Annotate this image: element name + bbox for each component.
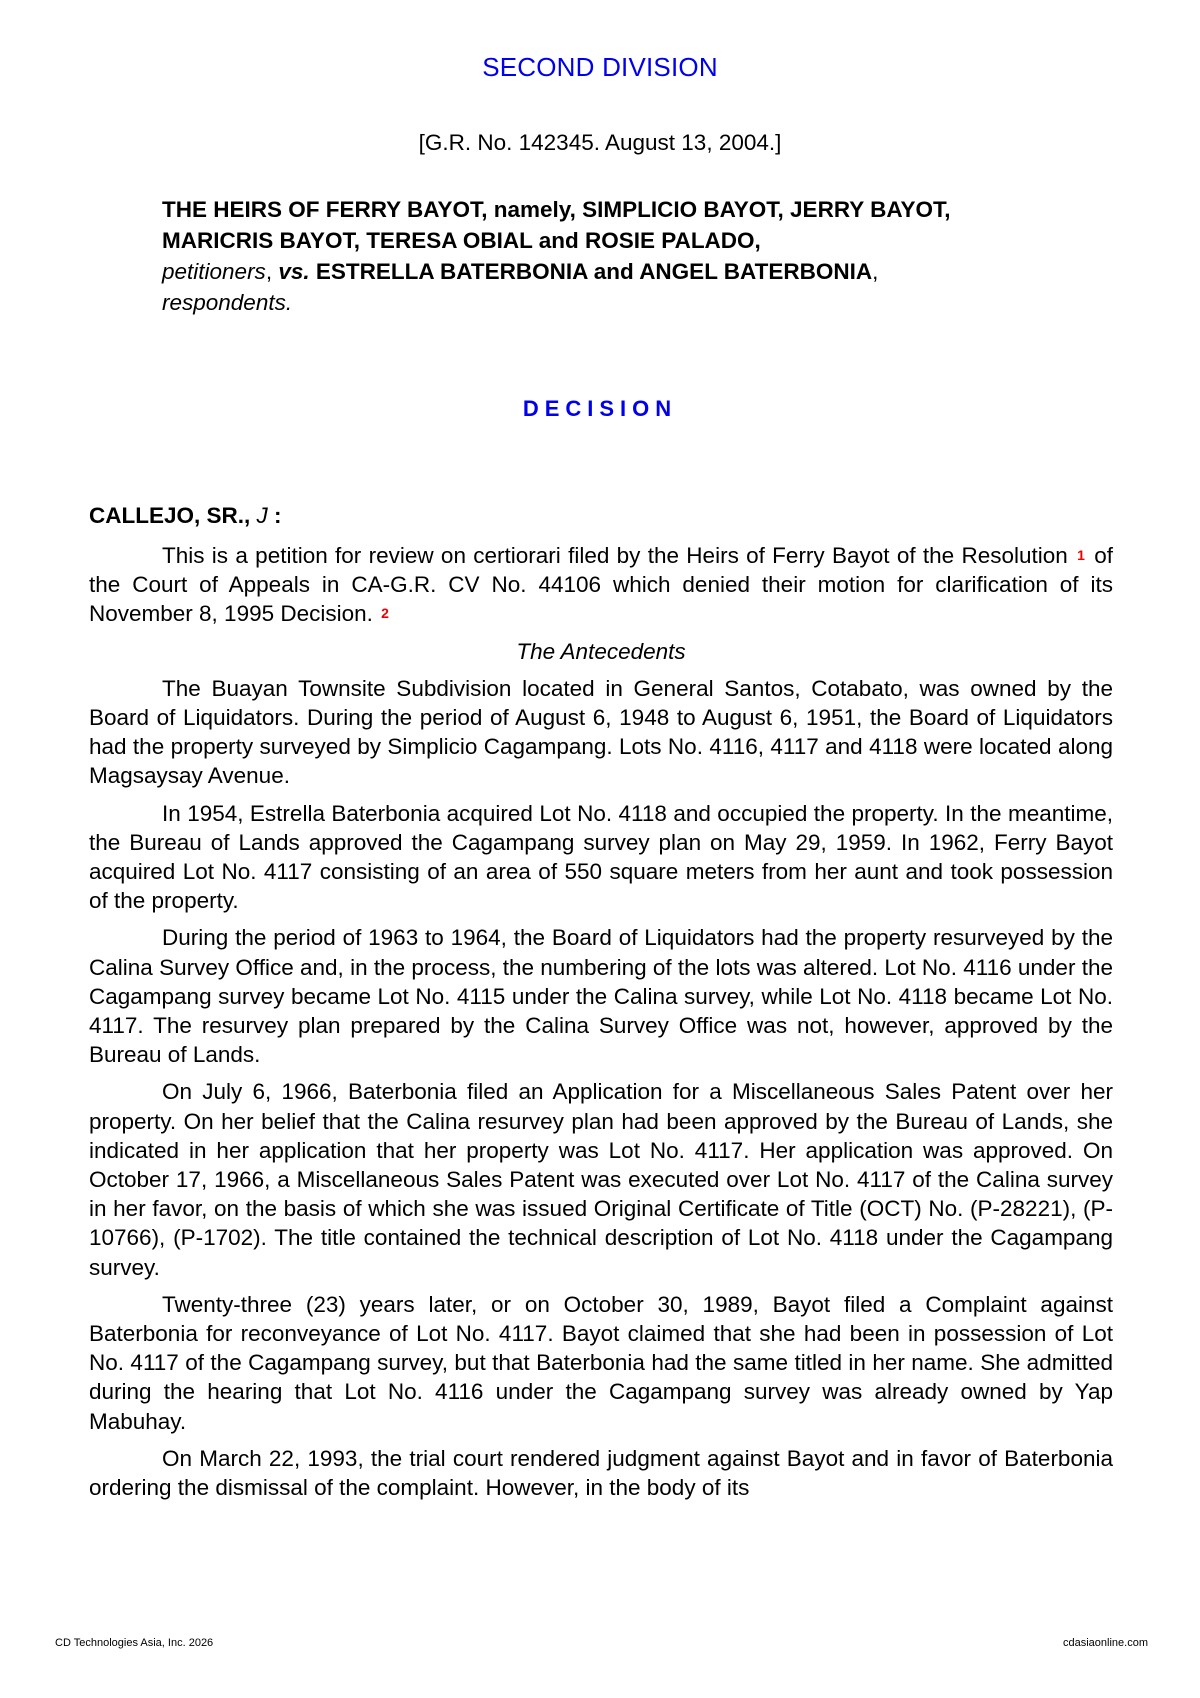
- case-parties: [162, 194, 1042, 318]
- ponente-colon: :: [267, 503, 282, 528]
- case-number: [G.R. No. 142345. August 13, 2004.]: [418, 130, 782, 155]
- ponente: [89, 503, 282, 529]
- ponente-name: CALLEJO, SR.,: [89, 503, 251, 528]
- footnote-link-2[interactable]: 2: [381, 605, 389, 622]
- comma: ,: [872, 259, 879, 284]
- section-subheading: The Antecedents: [516, 638, 686, 664]
- body-paragraph: The Buayan Townsite Subdivision located in General Santos, Cotabato, was owned by the Board of Liquidators. During the period of August 6, 1948 to August 6, 1951, the Board of Liquidators had the property surveyed by Simplicio Cagampang. Lots No. 4116, 4117 and 4118 were located along Magsaysay Avenue.: [89, 675, 1113, 789]
- footer-copyright: CD Technologies Asia, Inc. 2026: [55, 1637, 214, 1649]
- decision-heading: DECISION: [522, 396, 678, 421]
- respondents-label: respondents.: [162, 290, 293, 315]
- footer-site: cdasiaonline.com: [1063, 1637, 1148, 1649]
- body-paragraph: During the period of 1963 to 1964, the Board of Liquidators had the property resurveyed by the Calina Survey Office and, in the process, the numbering of the lots was altered. Lot No. 4116 under the Cagampang survey became Lot No. 4115 under the Calina survey, while Lot No. 4118 became Lot No. 4117. The resurvey plan prepared by the Calina Survey Office was not, however, approved by the Bureau of Lands.: [89, 925, 1113, 1068]
- body-paragraph: On March 22, 1993, the trial court rendered judgment against Bayot and in favor of Baterbonia ordering the dismissal of the complaint. However, in the body of its: [89, 1445, 1113, 1501]
- body-paragraph: On July 6, 1966, Baterbonia filed an Application for a Miscellaneous Sales Patent over her property. On her belief that the Calina resurvey plan had been approved by the Bureau of Lands, she indicated in her application that her property was Lot No. 4117. Her application was approved. On October 17, 1966, a Miscellaneous Sales Patent was executed over Lot No. 4117 of the Calina survey in her favor, on the basis of which she was issued Original Certificate of Title (OCT) No. (P-28221), (P-10766), (P-1702). The title contained the technical description of Lot No. 4118 under the Cagampang survey.: [89, 1079, 1113, 1280]
- division-heading: SECOND DIVISION: [482, 52, 718, 82]
- intro-paragraph: This is a petition for review on certiorari filed by the Heirs of Ferry Bayot of the Resolution 1 of the Court of Appeals in CA-G.R. CV No. 44106 which denied their motion for clarification of its November 8, 1995 Decision. 2: [89, 543, 1113, 627]
- versus-label: vs.: [278, 259, 310, 284]
- separator: ,: [265, 259, 279, 284]
- footnote-link-1[interactable]: 1: [1077, 547, 1085, 563]
- body-paragraph: In 1954, Estrella Baterbonia acquired Lot No. 4118 and occupied the property. In the meantime, the Bureau of Lands approved the Cagampang survey plan on May 29, 1959. In 1962, Ferry Bayot acquired Lot No. 4117 consisting of an area of 550 square meters from her aunt and took possession of the property.: [89, 800, 1113, 914]
- petitioners-names: THE HEIRS OF FERRY BAYOT, namely, SIMPLICIO BAYOT, JERRY BAYOT, MARICRIS BAYOT, TERESA OBIAL and ROSIE PALADO,: [162, 197, 951, 253]
- body-paragraph: Twenty-three (23) years later, or on October 30, 1989, Bayot filed a Complaint against Baterbonia for reconveyance of Lot No. 4117. Bayot claimed that she had been in possession of Lot No. 4117 of the Cagampang survey, but that Baterbonia had the same titled in her name. She admitted during the hearing that Lot No. 4116 under the Cagampang survey was already owned by Yap Mabuhay.: [89, 1291, 1113, 1434]
- petitioners-label: petitioners: [162, 259, 266, 284]
- respondents-names: ESTRELLA BATERBONIA and ANGEL BATERBONIA: [309, 259, 873, 284]
- decision-body: [89, 541, 1113, 1510]
- ponente-title: J: [250, 503, 268, 528]
